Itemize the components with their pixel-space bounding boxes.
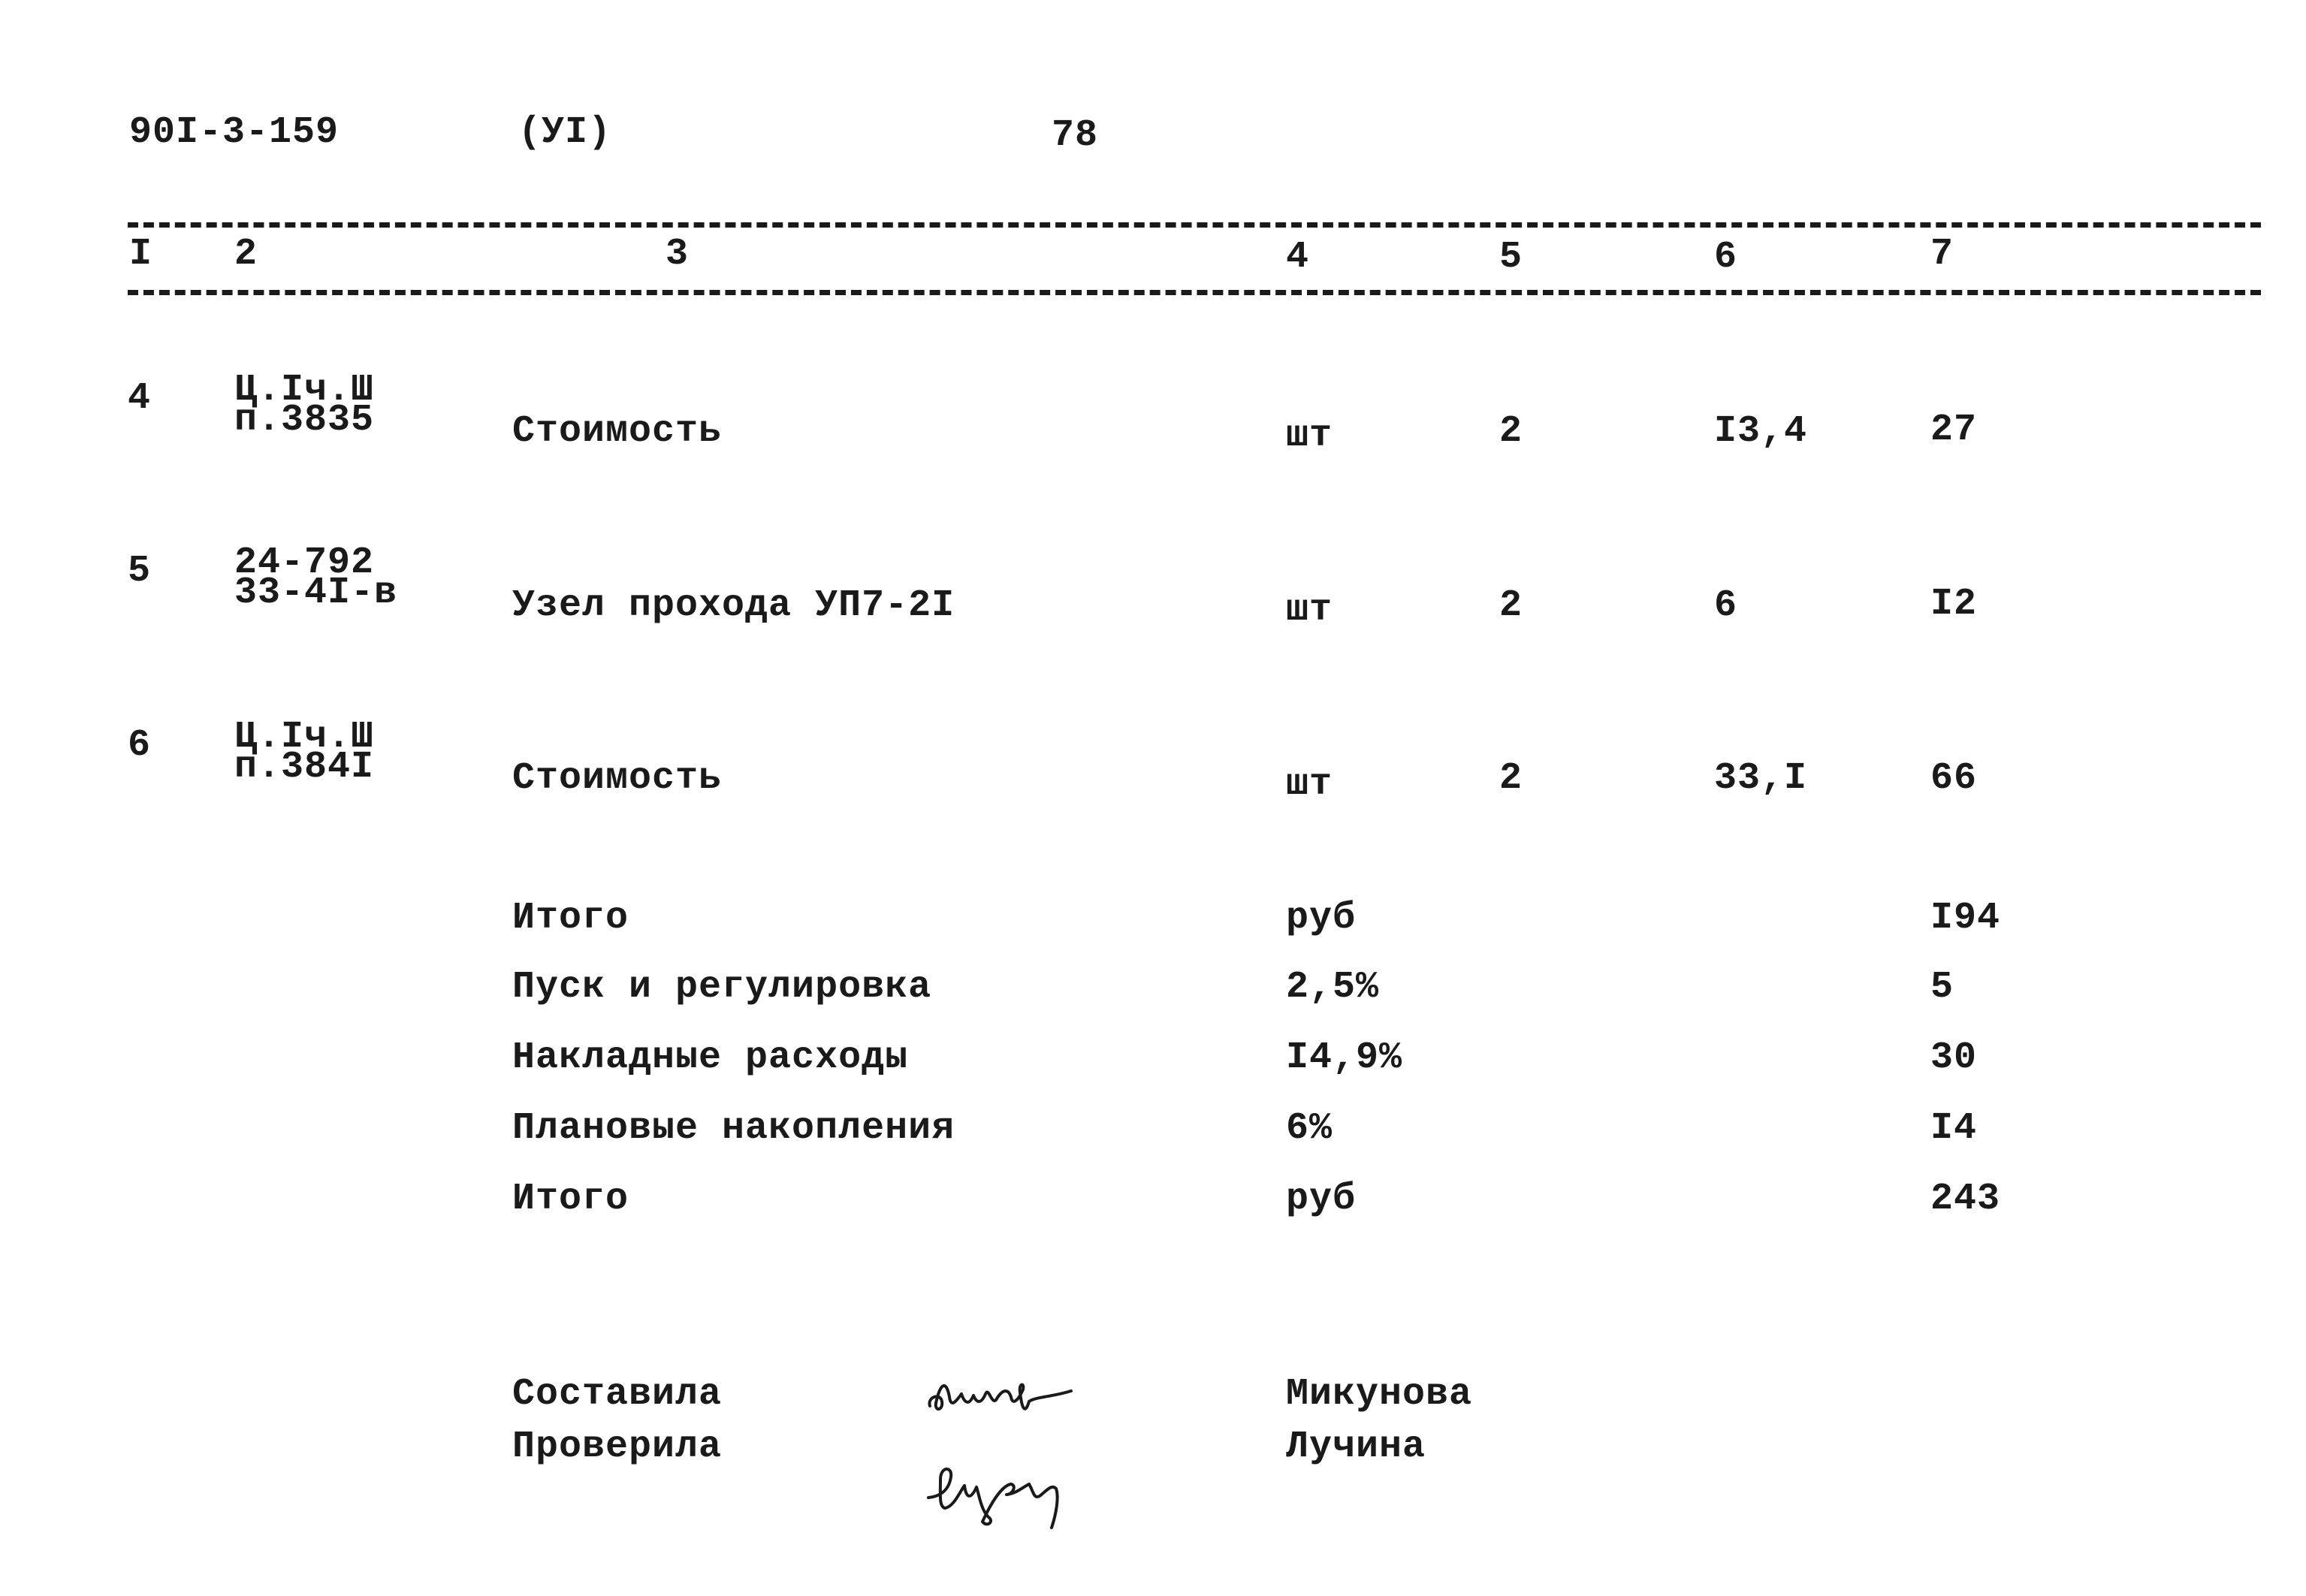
summary-value: I4 bbox=[1930, 1107, 1978, 1150]
item-quantity: 2 bbox=[1499, 410, 1523, 453]
column-header-4: 4 bbox=[1286, 236, 1310, 279]
item-name: Стоимость bbox=[512, 410, 723, 453]
reference-code bbox=[234, 542, 398, 614]
summary-value: 243 bbox=[1930, 1178, 2001, 1220]
document-code: 90I-3-159 bbox=[129, 111, 340, 154]
reference-line-1: 24-792 bbox=[234, 542, 375, 584]
summary-label: Итого bbox=[512, 897, 629, 940]
summary-label: Пуск и регулировка bbox=[512, 966, 932, 1009]
row-number: 5 bbox=[128, 550, 152, 593]
item-unit: шт bbox=[1286, 589, 1333, 632]
item-name: Стоимость bbox=[512, 757, 723, 800]
item-total: 66 bbox=[1930, 757, 1978, 800]
column-header-2: 2 bbox=[234, 233, 258, 276]
reference-line-1: Ц.Iч.Ш bbox=[234, 716, 375, 759]
section-label: (УI) bbox=[518, 111, 612, 154]
compiled-by-name: Микунова bbox=[1286, 1373, 1473, 1416]
summary-unit: 6% bbox=[1286, 1107, 1333, 1150]
item-unit: шт bbox=[1286, 763, 1333, 806]
checked-by-name: Лучина bbox=[1286, 1426, 1426, 1468]
summary-unit: I4,9% bbox=[1286, 1036, 1403, 1079]
item-unit: шт bbox=[1286, 415, 1333, 457]
item-unit-price: 6 bbox=[1714, 584, 1738, 627]
column-header-7: 7 bbox=[1930, 233, 1954, 276]
reference-line-2: п.384I bbox=[234, 746, 375, 789]
column-header-6: 6 bbox=[1714, 236, 1738, 279]
header-bottom-rule bbox=[128, 290, 2261, 295]
summary-value: I94 bbox=[1930, 897, 2001, 940]
reference-code bbox=[234, 369, 375, 442]
reference-line-2: 33-4I-в bbox=[234, 572, 398, 614]
item-quantity: 2 bbox=[1499, 584, 1523, 627]
page-number: 78 bbox=[1052, 114, 1099, 157]
item-total: 27 bbox=[1930, 409, 1978, 451]
reference-line-1: Ц.Iч.Ш bbox=[234, 369, 375, 412]
reference-code bbox=[234, 716, 375, 789]
checked-by-label: Проверила bbox=[512, 1426, 723, 1468]
summary-value: 30 bbox=[1930, 1036, 1978, 1079]
column-header-1: I bbox=[129, 233, 153, 276]
summary-label: Итого bbox=[512, 1178, 629, 1220]
row-number: 4 bbox=[128, 377, 152, 420]
checked-signature bbox=[924, 1450, 1134, 1540]
row-number: 6 bbox=[128, 724, 152, 767]
column-header-5: 5 bbox=[1499, 236, 1523, 279]
reference-line-2: п.3835 bbox=[234, 399, 375, 442]
item-quantity: 2 bbox=[1499, 757, 1523, 800]
item-name: Узел прохода УП7-2I bbox=[512, 584, 955, 627]
summary-label: Плановые накопления bbox=[512, 1107, 955, 1150]
summary-unit: 2,5% bbox=[1286, 966, 1380, 1009]
column-header-3: 3 bbox=[666, 233, 690, 276]
header-top-rule bbox=[128, 222, 2261, 228]
summary-label: Накладные расходы bbox=[512, 1036, 909, 1079]
item-total: I2 bbox=[1930, 583, 1978, 626]
compiled-by-label: Составила bbox=[512, 1373, 723, 1416]
item-unit-price: I3,4 bbox=[1714, 410, 1808, 453]
item-unit-price: 33,I bbox=[1714, 757, 1808, 800]
summary-value: 5 bbox=[1930, 966, 1954, 1009]
summary-unit: руб bbox=[1286, 1178, 1357, 1220]
compiled-signature bbox=[924, 1367, 1119, 1420]
summary-unit: руб bbox=[1286, 897, 1357, 940]
